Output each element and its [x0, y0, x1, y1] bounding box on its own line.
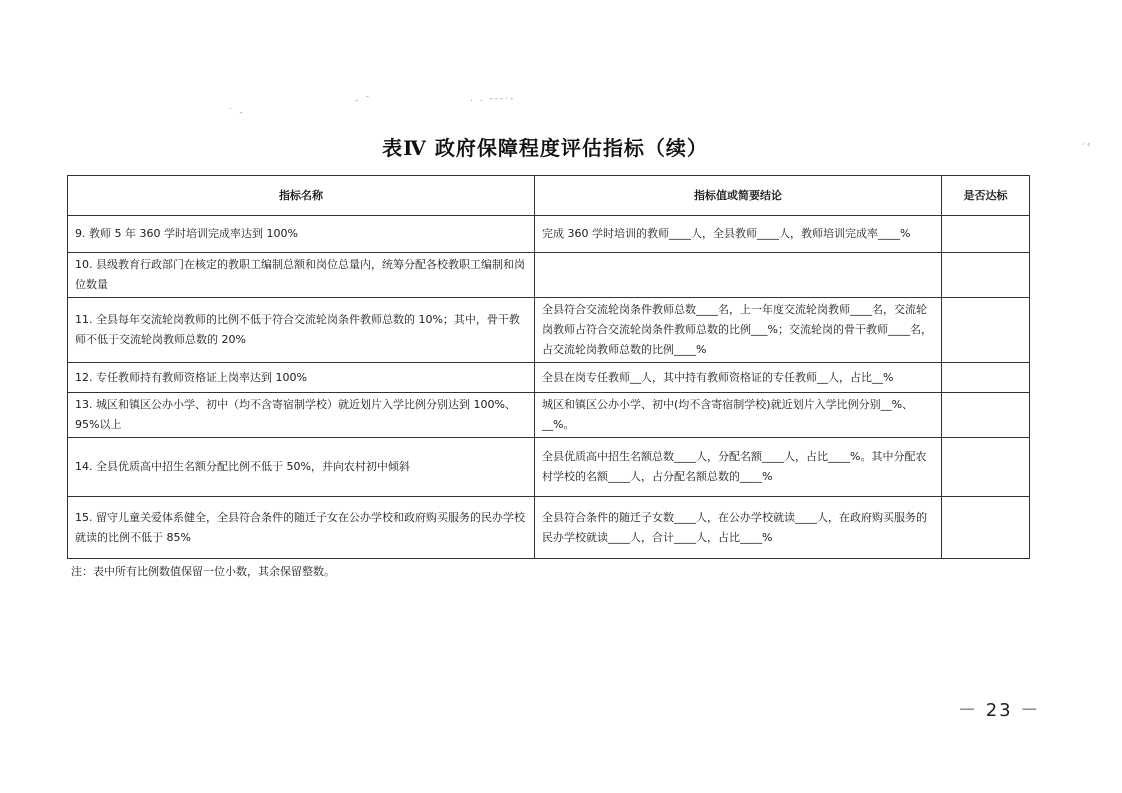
table-row — [68, 497, 1030, 559]
indicator-name-cell: 14. 全县优质高中招生名额分配比例不低于 50%，并向农村初中倾斜 — [68, 438, 535, 497]
header-indicator-value: 指标值或简要结论 — [535, 176, 942, 216]
table-row — [68, 393, 1030, 438]
indicator-name-cell: 10. 县级教育行政部门在核定的教职工编制总额和岗位总量内，统筹分配各校教职工编制和岗位数量 — [68, 253, 535, 298]
indicator-name-cell: 13. 城区和镇区公办小学、初中（均不含寄宿制学校）就近划片入学比例分别达到 100%、95%以上 — [68, 393, 535, 438]
indicator-name-cell: 11. 全县每年交流轮岗教师的比例不低于符合交流轮岗条件教师总数的 10%；其中，骨干教师不低于交流轮岗教师总数的 20% — [68, 298, 535, 363]
scan-artifact: ·‹ — [1082, 140, 1093, 150]
scan-artifact: ˙ ‐ — [228, 108, 245, 118]
indicator-met-cell — [942, 216, 1030, 253]
table-row — [68, 216, 1030, 253]
indicator-value-cell — [535, 253, 942, 298]
indicator-value-cell: 全县优质高中招生名额总数____人，分配名额____人，占比____%。其中分配农村学校的名额____人，占分配名额总数的____% — [535, 438, 942, 497]
indicator-value-cell: 完成 360 学时培训的教师____人，全县教师____人，教师培训完成率____% — [535, 216, 942, 253]
indicator-met-cell — [942, 497, 1030, 559]
header-indicator-name: 指标名称 — [68, 176, 535, 216]
indicator-met-cell — [942, 298, 1030, 363]
indicator-met-cell — [942, 363, 1030, 393]
indicator-value-cell: 全县在岗专任教师__人，其中持有教师资格证的专任教师__人，占比__% — [535, 363, 942, 393]
indicator-name-cell: 12. 专任教师持有教师资格证上岗率达到 100% — [68, 363, 535, 393]
header-is-met: 是否达标 — [942, 176, 1030, 216]
indicator-met-cell — [942, 438, 1030, 497]
indicator-value-cell: 全县符合交流轮岗条件教师总数____名，上一年度交流轮岗教师____名，交流轮岗教师占符合交流轮岗条件教师总数的比例___%；交流轮岗的骨干教师____名，占交流轮岗教师总数的比例____% — [535, 298, 942, 363]
table-title: 表Ⅳ 政府保障程度评估指标（续） — [382, 136, 708, 160]
indicator-table — [67, 175, 1030, 559]
table-footnote: 注：表中所有比例数值保留一位小数，其余保留整数。 — [71, 565, 335, 578]
scan-artifact: . . -‐‐·‐ — [470, 94, 516, 104]
indicator-value-cell: 城区和镇区公办小学、初中(均不含寄宿制学校)就近划片入学比例分别__%、__%。 — [535, 393, 942, 438]
table-header-row — [68, 176, 1030, 216]
indicator-name-cell: 9. 教师 5 年 360 学时培训完成率达到 100% — [68, 216, 535, 253]
table-row — [68, 363, 1030, 393]
table-row — [68, 298, 1030, 363]
indicator-met-cell — [942, 393, 1030, 438]
indicator-met-cell — [942, 253, 1030, 298]
indicator-name-cell: 15. 留守儿童关爱体系健全，全县符合条件的随迁子女在公办学校和政府购买服务的民办学校就读的比例不低于 85% — [68, 497, 535, 559]
scan-artifact: ‐ ˉ — [355, 96, 372, 106]
table-row — [68, 253, 1030, 298]
page-number: － 23 － — [958, 700, 1041, 721]
table-row — [68, 438, 1030, 497]
indicator-value-cell: 全县符合条件的随迁子女数____人，在公办学校就读____人，在政府购买服务的民办学校就读____人，合计____人，占比____% — [535, 497, 942, 559]
